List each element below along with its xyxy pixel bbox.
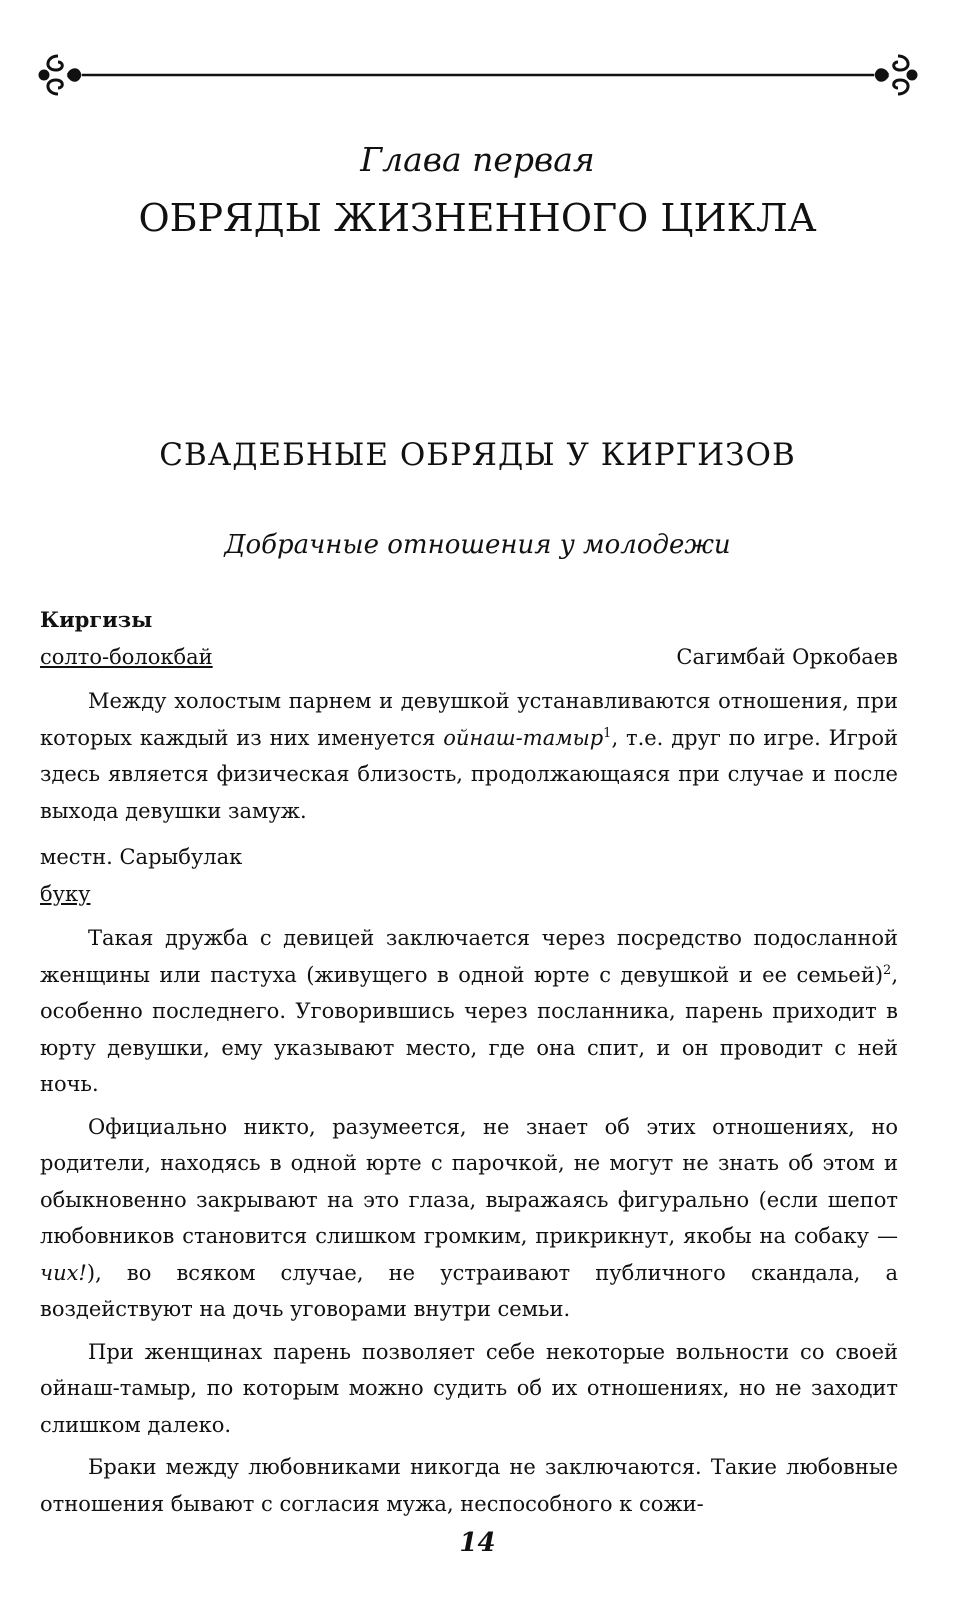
section-title: СВАДЕБНЫЕ ОБРЯДЫ У КИРГИЗОВ [159, 437, 796, 473]
chapter-title: ОБРЯДЫ ЖИЗНЕННОГО ЦИКЛА [138, 196, 817, 240]
term-buku: буку [40, 881, 91, 906]
paragraph-4: При женщинах парень позволяет себе некоторые вольности со своей ойнаш-тамыр, по которым можно судить об их отношениях, но не заходит слишком далеко. [40, 1339, 898, 1437]
footnote-ref-2: 2 [883, 962, 892, 978]
paragraph-3-text-b: ), во всяком случае, не устраивают публичного скандала, а воздействуют на дочь уговорами внутри семьи. [40, 1260, 898, 1321]
paragraph-1 [40, 683, 898, 829]
paragraph-3-text-a: Официально никто, разумеется, не знает об этих отношениях, но родители, находясь в одной юрте с парочкой, не могут не знать об этом и обыкновенно закрывают на это глаза, выражаясь фигурально (если шепот любовников становится слишком громким, прикрикнут, якобы на собаку — [40, 1114, 898, 1248]
paragraph-5: Браки между любовниками никогда не заключаются. Такие любовные отношения бывают с согласия мужа, неспособного к сожи- [40, 1455, 898, 1516]
paragraph-3 [40, 1109, 898, 1328]
ornamental-header-rule [38, 48, 918, 102]
body-text [40, 602, 898, 1522]
paragraph-2 [40, 920, 898, 1103]
left-scroll-ornament [40, 56, 80, 94]
informant-name: Сагимбай Оркобаев [676, 644, 898, 669]
page-number: 14 [459, 1528, 496, 1558]
right-scroll-ornament [876, 56, 916, 94]
paragraph-1-text-a: Между холостым парнем и девушкой устанавливаются отношения, при которых каждый из них именуется [40, 689, 898, 750]
term-oinash-tamyr: ойнаш-тамыр [443, 725, 604, 750]
chapter-label: Глава первая [360, 140, 595, 179]
locality-label: местн. Сарыбулак [40, 845, 243, 869]
subsection-title: Добрачные отношения у молодежи [224, 530, 731, 560]
paragraph-2-text-b: , особенно последнего. Уговорившись через посланника, парень приходит в юрту девушки, ему указывают место, где она спит, и он проводит с ней ночь. [40, 962, 898, 1096]
term-solto-bolokbai: солто-болокбай [40, 644, 213, 669]
cry-chikh: чих! [40, 1260, 87, 1285]
paragraph-1-text-b: , т.е. друг по игре. Игрой здесь является физическая близость, продолжающаяся при случае и после выхода девушки замуж. [40, 725, 899, 823]
footnote-ref-1: 1 [603, 725, 612, 741]
paragraph-2-text-a: Такая дружба с девицей заключается через посредство подосланной женщины или пастуха (живущего в одной юрте с девушкой и ее семьей) [40, 926, 898, 987]
term-informant-row [40, 639, 898, 676]
people-heading: Киргизы [40, 607, 153, 632]
